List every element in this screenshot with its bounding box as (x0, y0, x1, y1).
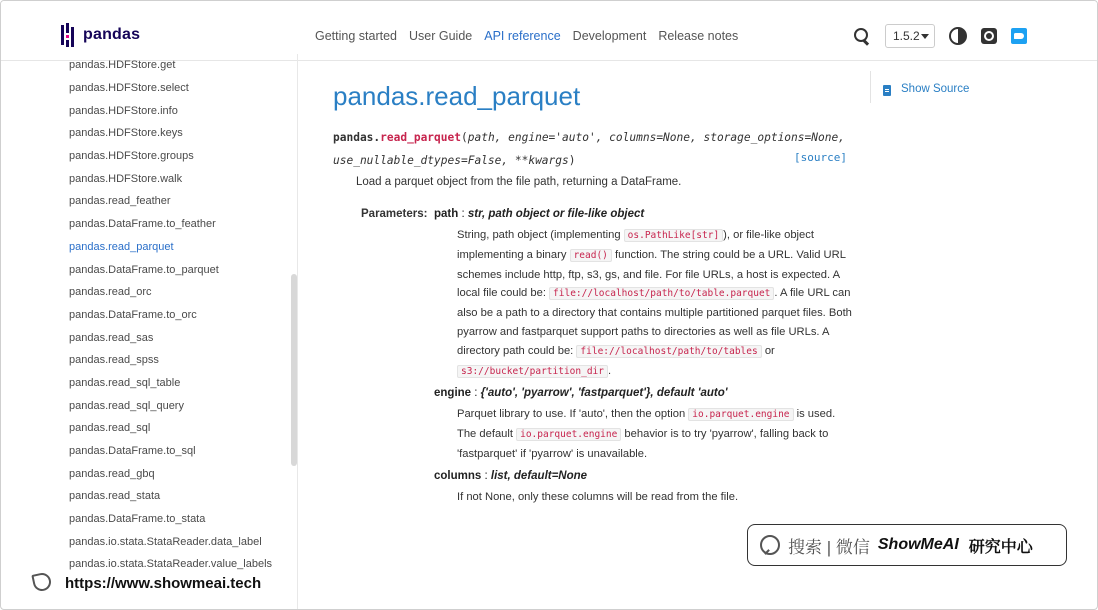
caret-down-icon (921, 34, 929, 39)
param-path (434, 208, 853, 381)
show-source-link[interactable]: Show Source (901, 83, 970, 95)
param-columns (434, 470, 853, 507)
sidebar-item[interactable]: pandas.HDFStore.walk (69, 172, 183, 185)
sidebar-item[interactable]: pandas.io.stata.StataReader.data_label (69, 535, 262, 548)
inline-code: io.parquet.engine (516, 428, 621, 441)
function-signature (333, 126, 853, 172)
twitter-icon[interactable] (1011, 28, 1027, 44)
desc-text: String, path object (implementing (457, 229, 624, 241)
param-type: list, default=None (490, 469, 588, 482)
sidebar-item[interactable]: pandas.read_sas (69, 331, 154, 344)
param-type: str, path object or file-like object (467, 208, 645, 220)
sidebar-item[interactable]: pandas.read_gbq (69, 467, 155, 480)
param-sep: : (481, 469, 491, 482)
inline-code: read() (570, 249, 612, 262)
nav-api-reference[interactable]: API reference (484, 29, 561, 43)
nav-getting-started[interactable]: Getting started (315, 29, 397, 43)
sidebar-nav (1, 54, 298, 610)
sidebar-item[interactable]: pandas.read_orc (69, 286, 152, 299)
inline-code: io.parquet.engine (688, 408, 793, 421)
sidebar-item[interactable]: pandas.HDFStore.info (69, 104, 178, 117)
sidebar-item[interactable]: pandas.DataFrame.to_orc (69, 308, 197, 321)
theme-toggle-icon[interactable] (949, 27, 967, 45)
sig-open: ( (460, 131, 468, 144)
logo-text: pandas (83, 26, 141, 43)
magnifier-icon (760, 535, 780, 555)
sidebar-item[interactable]: pandas.read_feather (69, 195, 171, 208)
version-label: 1.5.2 (893, 29, 920, 43)
sidebar-list (69, 54, 272, 576)
param-sep: : (471, 387, 481, 400)
watermark-cn-text: 搜索 | 微信 (788, 537, 870, 557)
nav-user-guide[interactable]: User Guide (409, 29, 473, 43)
sidebar-item[interactable]: pandas.read_sql (69, 422, 151, 435)
param-type: {'auto', 'pyarrow', 'fastparquet'}, default 'auto' (480, 387, 728, 400)
inline-code: os.PathLike[str] (624, 229, 724, 242)
watermark-brand: ShowMeAI (877, 536, 959, 553)
param-description (457, 405, 852, 463)
page-toc (870, 71, 1070, 103)
watermark-brand-cn: 研究中心 (968, 538, 1033, 556)
sig-args-line1: path, engine='auto', columns=None, storage_options=None, (467, 131, 845, 144)
desc-text: . (608, 364, 612, 377)
param-description (457, 226, 852, 381)
nav-release-notes[interactable]: Release notes (658, 29, 739, 43)
page-title: pandas.read_parquet (333, 81, 581, 111)
param-name: path (434, 208, 459, 220)
version-switcher[interactable] (885, 24, 935, 48)
inline-code: file://localhost/path/to/tables (576, 345, 761, 358)
param-description: If not None, only these columns will be read from the file. (457, 490, 739, 503)
sidebar-item[interactable]: pandas.HDFStore.get (69, 59, 176, 72)
watermark-url (31, 571, 261, 595)
sidebar-item[interactable]: pandas.read_sql_table (69, 376, 181, 389)
sidebar-item[interactable]: pandas.read_stata (69, 490, 161, 503)
sidebar-item[interactable]: pandas.read_spss (69, 354, 159, 367)
sidebar-scrollbar[interactable] (291, 274, 297, 466)
sidebar-item[interactable]: pandas.HDFStore.keys (69, 127, 183, 140)
desc-text: or (761, 344, 775, 357)
sig-func: read_parquet (380, 131, 461, 144)
desc-text: behavior is to try 'pyarrow', falling back to 'fastparquet' if 'pyarrow' is unavailable. (457, 428, 829, 460)
sig-module: pandas. (333, 131, 381, 144)
cursor-icon (31, 571, 55, 595)
nav-development[interactable]: Development (572, 29, 647, 43)
sidebar-item[interactable]: pandas.DataFrame.to_parquet (69, 263, 219, 276)
param-name: columns (434, 469, 482, 482)
watermark-url-text: https://www.showmeai.tech (65, 574, 262, 592)
pandas-logo-icon (61, 23, 75, 47)
desc-text: Parquet library to use. If 'auto', then the option (457, 408, 689, 421)
sidebar-item[interactable]: pandas.HDFStore.groups (69, 150, 194, 163)
github-icon[interactable] (981, 28, 997, 44)
top-navbar (1, 1, 1097, 61)
desc-text: function. The string could be a URL. Valid URL schemes include http, ftp, s3, gs, and file. For file URLs, a host is expected. A local file could be: (457, 248, 846, 300)
parameters-section (333, 208, 853, 507)
sig-args-line2: use_nullable_dtypes=False, **kwargs (333, 154, 569, 167)
source-link[interactable]: [source] (794, 151, 847, 164)
main-nav (315, 29, 738, 43)
main-content (333, 81, 853, 513)
sig-close: ) (568, 154, 576, 167)
header-tools (853, 24, 1027, 48)
sidebar-item[interactable]: pandas.DataFrame.to_sql (69, 445, 196, 458)
pandas-logo[interactable] (61, 23, 140, 47)
sidebar-item[interactable]: pandas.read_sql_query (69, 399, 184, 412)
sidebar-item[interactable]: pandas.DataFrame.to_feather (69, 218, 216, 231)
desc-text: is used. The default (457, 408, 836, 441)
sidebar-item-active[interactable]: pandas.read_parquet (69, 240, 174, 253)
watermark-badge (747, 524, 1067, 566)
param-name: engine (434, 387, 472, 400)
param-sep: : (458, 208, 468, 220)
param-engine (434, 387, 853, 463)
function-summary: Load a parquet object from the file path, returning a DataFrame. (356, 176, 682, 188)
document-icon (883, 85, 891, 96)
parameters-label: Parameters: (361, 208, 428, 220)
sidebar-item[interactable]: pandas.DataFrame.to_stata (69, 513, 206, 526)
search-icon[interactable] (853, 27, 871, 45)
desc-text: ), or file-like object implementing a binary (457, 229, 814, 261)
inline-code: file://localhost/path/to/table.parquet (549, 287, 774, 300)
desc-text: . A file URL can also be a path to a directory that contains multiple partitioned parquet files. Both pyarrow and fastparquet support paths to directories as well as file URLs. A directory path could be: (457, 287, 852, 357)
sidebar-item[interactable]: pandas.HDFStore.select (69, 82, 189, 95)
sidebar-item[interactable]: pandas.io.stata.StataReader.value_labels (69, 558, 273, 571)
inline-code: s3://bucket/partition_dir (457, 365, 608, 378)
